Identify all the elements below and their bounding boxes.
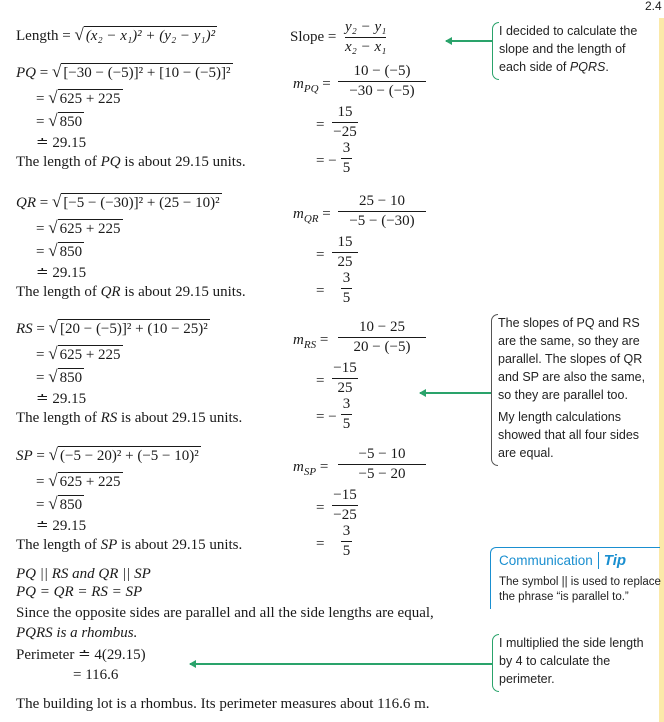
tip-title: Communication: [499, 553, 593, 568]
equals: =: [316, 283, 325, 299]
slope-label: $m_{PQ}$ =: [293, 76, 331, 95]
length-line: SP = √ (−5 − 20)² + (−5 − 10)²: [16, 445, 199, 464]
length-radicand: (x₂ − x₁)² + (y₂ − y₁)²: [85, 28, 216, 44]
slope-fraction: 3 5: [342, 523, 351, 559]
equals: =: [316, 247, 325, 263]
tip-word: Tip: [598, 552, 626, 569]
length-conclusion: The length of SP is about 29.15 units.: [16, 537, 243, 553]
length-formula: Length = √ (x₂ − x₁)² + (y₂ − y₁)²: [16, 25, 216, 44]
equals: =: [316, 500, 325, 516]
slope-fraction: 3 5: [342, 270, 351, 306]
final-statement: The building lot is a rhombus. Its perimeter measures about 116.6 m.: [16, 696, 430, 712]
length-approx: ≐ 29.15: [36, 135, 87, 151]
slope-fraction: 15 −25: [333, 104, 357, 140]
yellow-margin-strip: [659, 18, 664, 722]
equal-statement: PQ = QR = RS = SP: [16, 584, 143, 600]
side-block-rs: [0, 318, 450, 438]
length-step: = √ 625 + 225: [36, 88, 121, 107]
section-number: 2.4: [645, 0, 662, 13]
length-conclusion: The length of PQ is about 29.15 units.: [16, 154, 246, 170]
equals: =: [316, 536, 325, 552]
tip-text: The symbol || is used to replace the phrase “is parallel to.”: [499, 576, 661, 603]
slope-formula-fraction: y₂ − y₁ x₂ − x₁: [345, 19, 387, 55]
note-slope-length: I decided to calculate the slope and the length of each side of PQRS.: [492, 22, 652, 80]
length-step: = √ 625 + 225: [36, 344, 121, 363]
equals: = −: [316, 153, 337, 169]
arrow-left-icon: [190, 663, 492, 665]
length-step: = √ 625 + 225: [36, 218, 121, 237]
slope-label: Slope =: [290, 29, 337, 45]
length-approx: ≐ 29.15: [36, 518, 87, 534]
slope-fraction: 3 5: [342, 140, 351, 176]
slope-label: $m_{SP}$ =: [293, 459, 329, 478]
length-approx: ≐ 29.15: [36, 265, 87, 281]
slope-fraction: 3 5: [342, 396, 351, 432]
equals: =: [316, 117, 325, 133]
arrow-left-icon: [420, 392, 492, 394]
length-label: Length: [16, 28, 59, 44]
length-conclusion: The length of QR is about 29.15 units.: [16, 284, 246, 300]
communication-tip-box: [490, 547, 660, 609]
length-step: = √ 850: [36, 241, 83, 260]
length-step: = √ 625 + 225: [36, 471, 121, 490]
slope-label: $m_{QR}$ =: [293, 206, 331, 225]
length-line: RS = √ [20 − (−5)]² + (10 − 25)²: [16, 318, 208, 337]
arrow-left-icon: [446, 40, 492, 42]
equals: =: [316, 373, 325, 389]
slope-fraction: 10 − 25 20 − (−5): [338, 318, 426, 357]
since-statement: Since the opposite sides are parallel and all the side lengths are equal,: [16, 605, 434, 621]
rhombus-statement: PQRS is a rhombus.: [16, 625, 138, 641]
slope-fraction: −5 − 10 −5 − 20: [338, 445, 426, 484]
equals: = −: [316, 409, 337, 425]
side-block-qr: [0, 192, 450, 312]
length-approx: ≐ 29.15: [36, 391, 87, 407]
slope-fraction: 10 − (−5) −30 − (−5): [338, 62, 426, 101]
perimeter-value: = 116.6: [73, 667, 119, 683]
length-step: = √ 850: [36, 494, 83, 513]
perimeter-line: Perimeter ≐ 4(29.15): [16, 647, 146, 663]
slope-fraction: 25 − 10 −5 − (−30): [338, 192, 426, 231]
length-line: QR = √ [−5 − (−30)]² + (25 − 10)²: [16, 192, 220, 211]
slope-fraction: −15 25: [333, 360, 357, 396]
length-line: PQ = √ [−30 − (−5)]² + [10 − (−5)]²: [16, 62, 231, 81]
slope-label: $m_{RS}$ =: [293, 332, 329, 351]
side-block-sp: [0, 445, 450, 565]
length-conclusion: The length of RS is about 29.15 units.: [16, 410, 243, 426]
slope-fraction: 15 25: [332, 233, 358, 272]
side-block-pq: [0, 62, 450, 182]
parallel-statement: PQ || RS and QR || SP: [16, 566, 151, 582]
length-step: = √ 850: [36, 111, 83, 130]
slope-fraction: −15 −25: [333, 487, 357, 523]
note-parallel-equal: The slopes of PQ and RS are the same, so they are parallel. The slopes of QR and SP are also the same, so they are parallel too. My length calculations showed that all four sides are equal.: [491, 314, 651, 466]
note-perimeter: I multiplied the side length by 4 to calculate the perimeter.: [492, 634, 654, 692]
length-step: = √ 850: [36, 367, 83, 386]
